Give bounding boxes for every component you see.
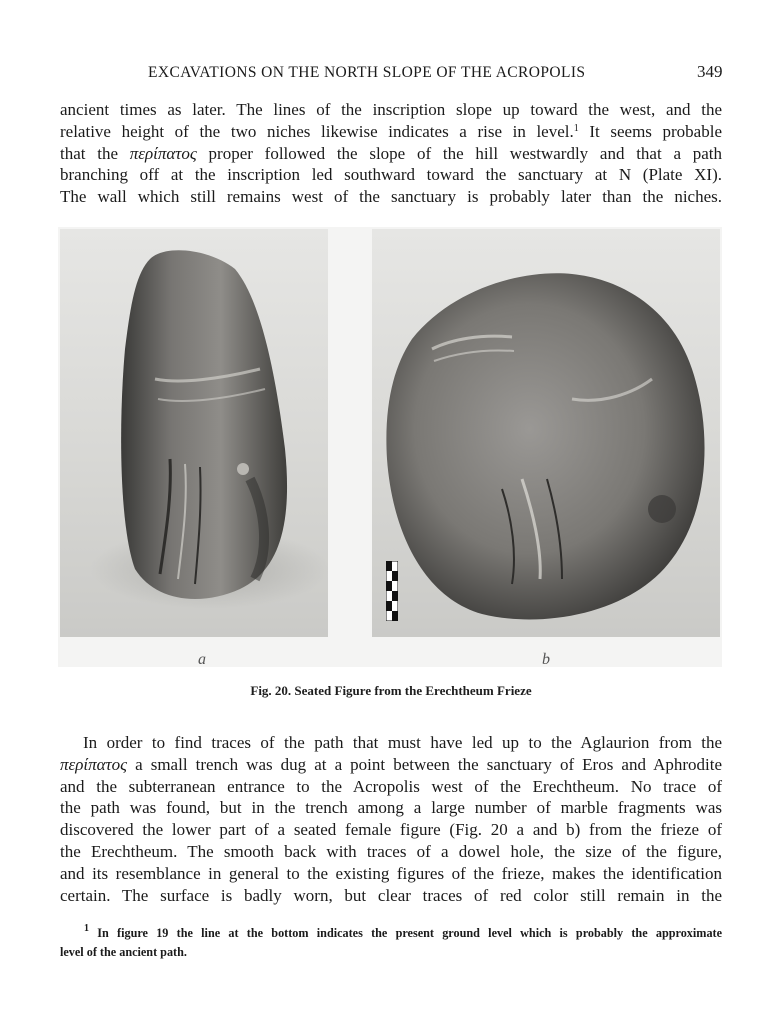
paragraph-2-line: the path was found, but in the trench among a large number of marble fragments was bbox=[60, 798, 722, 818]
panel-label-a: a bbox=[198, 651, 206, 668]
footnote-marker: 1 bbox=[84, 923, 89, 934]
paragraph-2-line: In order to find traces of the path that must have led up to the Aglaurion from the bbox=[83, 733, 722, 752]
paragraph-1-line: The wall which still remains west of the sanctuary is probably later than the niches. bbox=[60, 187, 722, 207]
footnote-line: level of the ancient path. bbox=[60, 945, 187, 959]
paragraph-1-line: ancient times as later. The lines of the inscription slope up toward the west, and the bbox=[60, 100, 722, 119]
paragraph-1 bbox=[60, 99, 722, 208]
paragraph-1-line: that the περίπατος proper followed the slope of the hill westwardly and that a path bbox=[60, 143, 722, 163]
panel-label-b: b bbox=[542, 651, 550, 668]
paragraph-2-line: περίπατος a small trench was dug at a point between the sanctuary of Eros and Aphrodite bbox=[60, 754, 723, 774]
figure-20 bbox=[58, 227, 722, 667]
footnote bbox=[60, 924, 722, 962]
running-title: EXCAVATIONS ON THE NORTH SLOPE OF THE ACROPOLIS bbox=[148, 64, 586, 81]
footnote-ref: 1 bbox=[573, 122, 579, 134]
paragraph-2-line: certain. The surface is badly worn, but clear traces of red color still remain in the bbox=[60, 885, 722, 905]
page-number: 349 bbox=[697, 62, 723, 81]
paragraph-1-line: relative height of the two niches likewise indicates a rise in level.$^1$ It seems probable bbox=[60, 121, 722, 141]
paragraph-2-line: and the subterranean entrance to the Acropolis west of the Erechtheum. No trace of bbox=[60, 776, 722, 796]
scale-bar-icon bbox=[386, 561, 398, 621]
seated-figure-side-view bbox=[60, 229, 328, 637]
paragraph-1-line: branching off at the inscription led southward toward the sanctuary at N (Plate XI). bbox=[60, 165, 722, 185]
running-header bbox=[0, 62, 782, 86]
paragraph-2-line: discovered the lower part of a seated female figure (Fig. 20 a and b) from the frieze of bbox=[60, 820, 722, 840]
greek-word: περίπατος bbox=[129, 143, 197, 163]
photo-panel-b bbox=[372, 229, 720, 637]
paragraph-2 bbox=[60, 732, 722, 906]
seated-figure-front-view bbox=[372, 229, 720, 637]
photo-panel-a bbox=[60, 229, 328, 637]
paragraph-2-line: and its resemblance in general to the existing figures of the frieze, makes the identification bbox=[60, 863, 722, 883]
paragraph-2-line: the Erechtheum. The smooth back with traces of a dowel hole, the size of the figure, bbox=[60, 841, 722, 861]
greek-word: περίπατος bbox=[60, 754, 128, 774]
figure-caption: Fig. 20. Seated Figure from the Erechtheum Frieze bbox=[250, 683, 532, 698]
footnote-line: $^1$ In figure 19 the line at the bottom indicates the present ground level which is probably the approximate bbox=[84, 923, 723, 940]
